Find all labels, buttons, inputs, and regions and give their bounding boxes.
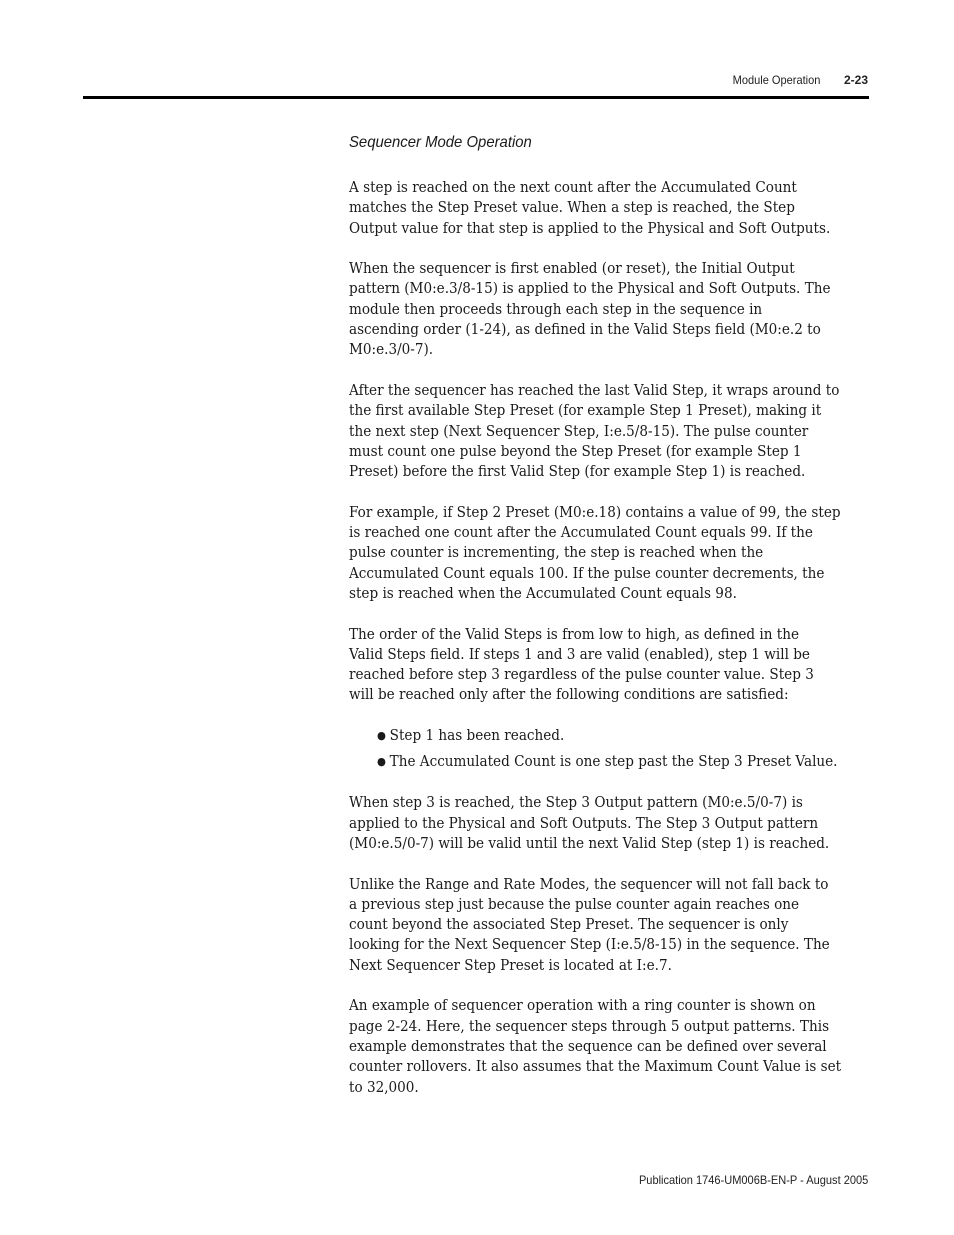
text-line: reached before step 3 regardless of the pulse counter value. Step 3 xyxy=(349,666,814,684)
text-line: M0:e.3/0-7). xyxy=(349,341,434,359)
text-line: pattern (M0:e.3/8-15) is applied to the Physical and Soft Outputs. The xyxy=(349,280,831,298)
text-line: Valid Steps field. If steps 1 and 3 are valid (enabled), step 1 will be xyxy=(349,645,810,663)
text-line: step is reached when the Accumulated Count equals 98. xyxy=(349,584,737,602)
paragraph xyxy=(349,793,877,854)
bullet-list xyxy=(349,726,877,773)
text-line: will be reached only after the following conditions are satisfied: xyxy=(349,686,789,704)
text-line: (M0:e.5/0-7) will be valid until the next Valid Step (step 1) is reached. xyxy=(349,835,830,852)
text-line: applied to the Physical and Soft Outputs. The Step 3 Output pattern xyxy=(349,814,819,832)
text-line: For example, if Step 2 Preset (M0:e.18) contains a value of 99, the step xyxy=(349,503,841,521)
text-line: When the sequencer is first enabled (or reset), the Initial Output xyxy=(349,260,795,278)
text-line: A step is reached on the next count after the Accumulated Count xyxy=(349,179,797,196)
text-line: ascending order (1-24), as defined in the Valid Steps field (M0:e.2 to xyxy=(349,321,821,339)
text-line: looking for the Next Sequencer Step (I:e.5/8-15) in the sequence. The xyxy=(349,936,830,954)
paragraph xyxy=(349,178,877,239)
paragraph xyxy=(349,259,877,360)
text-line: When step 3 is reached, the Step 3 Output pattern (M0:e.5/0-7) is xyxy=(349,794,803,812)
text-line: a previous step just because the pulse counter again reaches one xyxy=(349,895,800,913)
header-rule xyxy=(83,96,869,99)
text-line: must count one pulse beyond the Step Preset (for example Step 1 xyxy=(349,442,802,460)
header-section-title: Module Operation xyxy=(732,73,820,87)
text-line: to 32,000. xyxy=(349,1078,419,1096)
text-line: Unlike the Range and Rate Modes, the sequencer will not fall back to xyxy=(349,875,829,893)
text-line: is reached one count after the Accumulated Count equals 99. If the xyxy=(349,524,813,542)
bullet-text: The Accumulated Count is one step past the Step 3 Preset Value. xyxy=(389,752,838,770)
text-line: An example of sequencer operation with a ring counter is shown on xyxy=(349,997,816,1015)
header-page-number: 2-23 xyxy=(843,73,868,87)
text-line: Accumulated Count equals 100. If the pulse counter decrements, the xyxy=(349,564,825,582)
paragraph xyxy=(349,381,877,482)
paragraph xyxy=(349,875,877,976)
text-line: page 2-24. Here, the sequencer steps through 5 output patterns. This xyxy=(349,1017,830,1035)
text-line: counter rollovers. It also assumes that the Maximum Count Value is set xyxy=(349,1058,842,1076)
text-line: count beyond the associated Step Preset. The sequencer is only xyxy=(349,916,789,934)
bullet-icon: ● xyxy=(377,729,386,743)
text-line: The order of the Valid Steps is from low to high, as defined in the xyxy=(349,625,800,643)
page-footer: Publication 1746-UM006B-EN-P - August 2005 xyxy=(638,1173,868,1187)
paragraph xyxy=(349,996,877,1097)
text-line: module then proceeds through each step in the sequence in xyxy=(349,300,763,318)
page-header xyxy=(725,73,868,87)
paragraph xyxy=(349,625,877,706)
text-line: the first available Step Preset (for example Step 1 Preset), making it xyxy=(349,402,822,420)
text-line: Next Sequencer Step Preset is located at I:e.7. xyxy=(349,956,672,974)
bullet-icon: ● xyxy=(377,754,386,768)
text-line: After the sequencer has reached the last Valid Step, it wraps around to xyxy=(349,381,840,399)
paragraph xyxy=(349,503,877,604)
text-line: matches the Step Preset value. When a step is reached, the Step xyxy=(349,199,795,217)
body-text xyxy=(349,178,877,1118)
text-line: Output value for that step is applied to the Physical and Soft Outputs. xyxy=(349,219,831,237)
text-line: example demonstrates that the sequence can be defined over several xyxy=(349,1037,827,1055)
text-line: pulse counter is incrementing, the step is reached when the xyxy=(349,544,764,562)
bullet-item xyxy=(377,752,842,773)
section-heading: Sequencer Mode Operation xyxy=(349,134,532,151)
text-line: Preset) before the first Valid Step (for example Step 1) is reached. xyxy=(349,463,806,481)
bullet-text: Step 1 has been reached. xyxy=(389,727,565,745)
text-line: the next step (Next Sequencer Step, I:e.5/8-15). The pulse counter xyxy=(349,422,809,440)
bullet-item xyxy=(377,726,842,747)
